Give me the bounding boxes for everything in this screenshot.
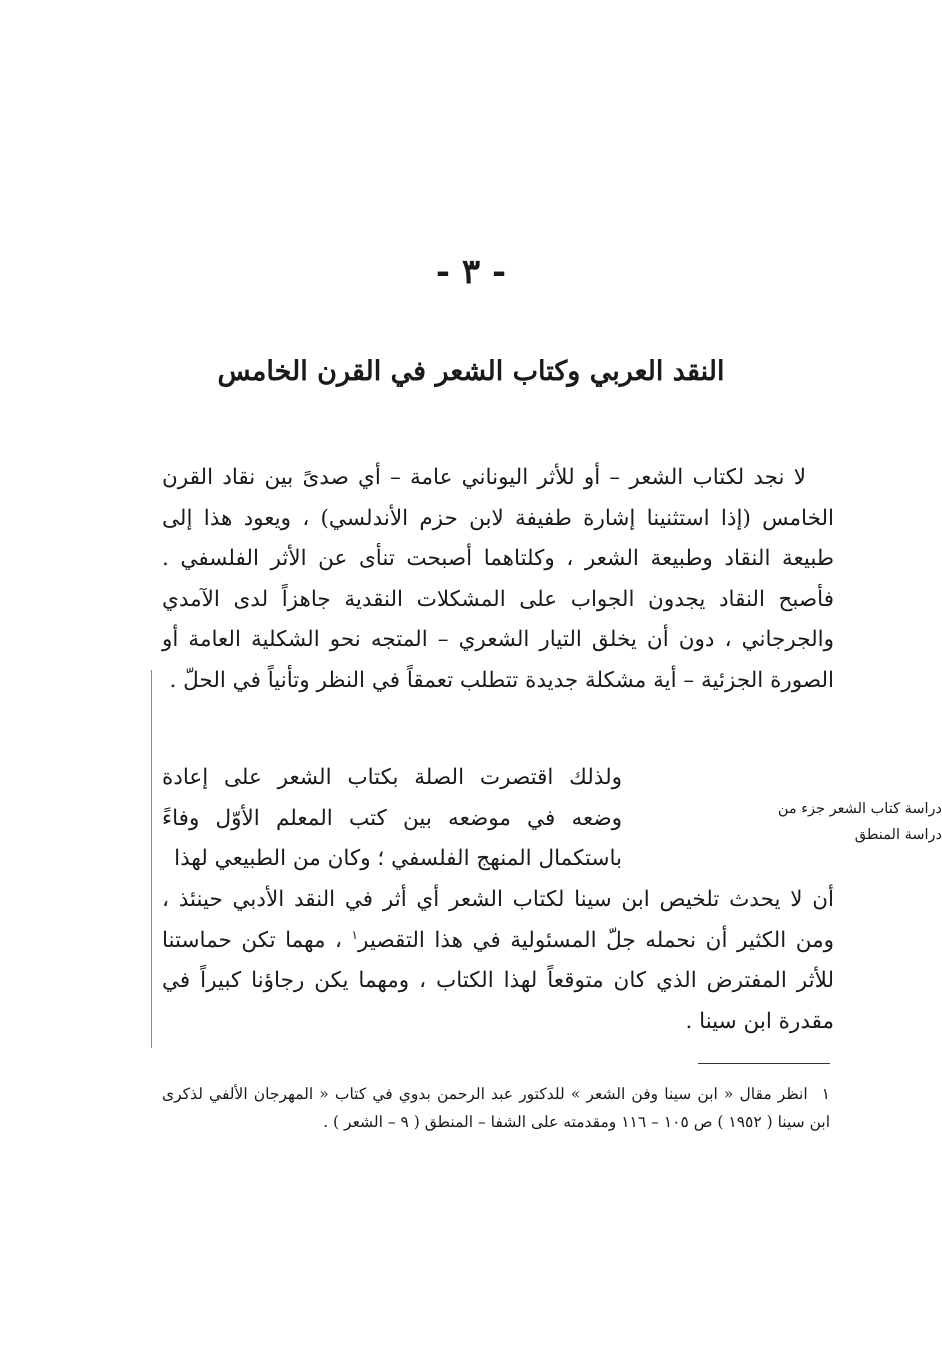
paragraph-3 (162, 880, 834, 1042)
footnote-divider (698, 1063, 830, 1064)
paragraph-1-text: لا نجد لكتاب الشعر – أو للأثر اليوناني عامة – أي صدىً بين نقاد القرن الخامس (إذا استثنينا إشارة طفيفة لابن حزم الأندلسي) ، ويعود هذا إلى طبيعة النقاد وطبيعة الشعر ، وكلتاهما أصبحت تنأى عن الأثر الفلسفي . فأصبح النقاد يجدون الجواب على المشكلات النقدية جاهزاً لدى الآمدي والجرجاني ، دون أن يخلق التيار الشعري – المتجه نحو الشكلية العامة أو الصورة الجزئية – أية مشكلة جديدة تتطلب تعمقاً في النظر وتأنياً في الحلّ . (162, 465, 834, 693)
footnote-number: ١ (821, 1085, 830, 1103)
paragraph-3-text-a: أن لا يحدث تلخيص ابن سينا لكتاب الشعر أي أثر في النقد الأدبي حينئذ ، ومن الكثير أن نحمله جلّ المسئولية في هذا التقصير (162, 887, 835, 953)
margin-rule (151, 670, 152, 1048)
chapter-title: النقد العربي وكتاب الشعر في القرن الخامس (217, 356, 725, 387)
footnote-reference[interactable]: ١ (351, 927, 358, 942)
footnote-text: انظر مقال « ابن سينا وفن الشعر » للدكتور عبد الرحمن بدوي في كتاب « المهرجان الألفي لذكرى ابن سينا ( ١٩٥٢ ) ص ١٠٥ – ١١٦ ومقدمته على الشفا – المنطق ( ٩ – الشعر ) . (162, 1085, 830, 1131)
paragraph-2: ولذلك اقتصرت الصلة بكتاب الشعر على إعادة وضعه في موضعه بين كتب المعلم الأوّل وفاءً باستكمال المنهج الفلسفي ؛ وكان من الطبيعي لهذا (162, 765, 622, 871)
paragraph-3-text-b: ، مهما تكن حماستنا للأثر المفترض الذي كان متوقعاً لهذا الكتاب ، ومهما يكن رجاؤنا كبيراً في مقدرة ابن سينا . (162, 927, 834, 1034)
footnote (162, 1080, 830, 1136)
chapter-number: - ٣ - (435, 252, 507, 292)
paragraph-1 (162, 458, 834, 701)
margin-note: دراسة كتاب الشعر جزء من دراسة المنطق (777, 801, 942, 843)
